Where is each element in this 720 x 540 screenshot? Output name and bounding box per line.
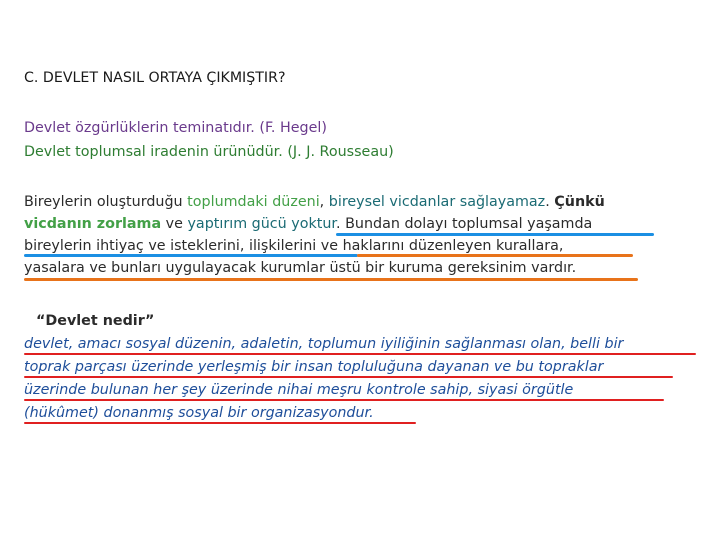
- definition-line-1: devlet, amacı sosyal düzenin, adaletin, toplumun iyiliğinin sağlanması olan, belli bir: [24, 336, 624, 352]
- underline-red-2: [24, 376, 673, 378]
- hegel-quote: [24, 118, 327, 138]
- paragraph-line-1: Bireylerin oluşturduğu toplumdaki düzeni, bireysel vicdanlar sağlayamaz. Çünkü: [24, 194, 605, 210]
- definition-line-4: (hükûmet) donanmış sosyal bir organizasyondur.: [24, 405, 374, 421]
- paragraph-line-3: bireylerin ihtiyaç ve isteklerini, ilişkilerini ve haklarını düzenleyen kurallara,: [24, 238, 564, 254]
- definition-heading: “Devlet nedir”: [36, 313, 155, 329]
- underline-blue-2: [24, 254, 358, 257]
- page-title: C. DEVLET NASIL ORTAYA ÇIKMIŞTIR?: [24, 70, 286, 86]
- rousseau-quote-author: (J. J. Rousseau): [287, 144, 394, 160]
- highlight-coercion: vicdanın zorlama: [24, 216, 162, 232]
- underline-blue-1: [336, 233, 654, 236]
- definition-line-2: toprak parçası üzerinde yerleşmiş bir insan topluluğuna dayanan ve bu topraklar: [24, 359, 604, 375]
- highlight-individual-conscience: bireysel vicdanlar sağlayamaz: [328, 194, 546, 210]
- paragraph-line-2: vicdanın zorlama ve yaptırım gücü yoktur. Bundan dolayı toplumsal yaşamda: [24, 216, 593, 232]
- rousseau-quote: [24, 142, 394, 162]
- highlight-sanction-power: yaptırım gücü yoktur: [187, 216, 336, 232]
- underline-red-1: [24, 353, 696, 355]
- paragraph-line-4: yasalara ve bunları uygulayacak kurumlar üstü bir kuruma gereksinim vardır.: [24, 260, 577, 276]
- underline-orange-2: [24, 278, 638, 281]
- hegel-quote-author: (F. Hegel): [259, 120, 327, 136]
- highlight-societal-order: toplumdaki düzeni: [187, 194, 320, 210]
- definition-line-3: üzerinde bulunan her şey üzerinde nihai meşru kontrole sahip, siyasi örgütle: [24, 382, 574, 398]
- hegel-quote-text: Devlet özgürlüklerin teminatıdır.: [24, 120, 255, 136]
- rousseau-quote-text: Devlet toplumsal iradenin ürünüdür.: [24, 144, 283, 160]
- underline-orange-1: [357, 254, 633, 257]
- underline-red-3: [24, 399, 664, 401]
- underline-red-4: [24, 422, 416, 424]
